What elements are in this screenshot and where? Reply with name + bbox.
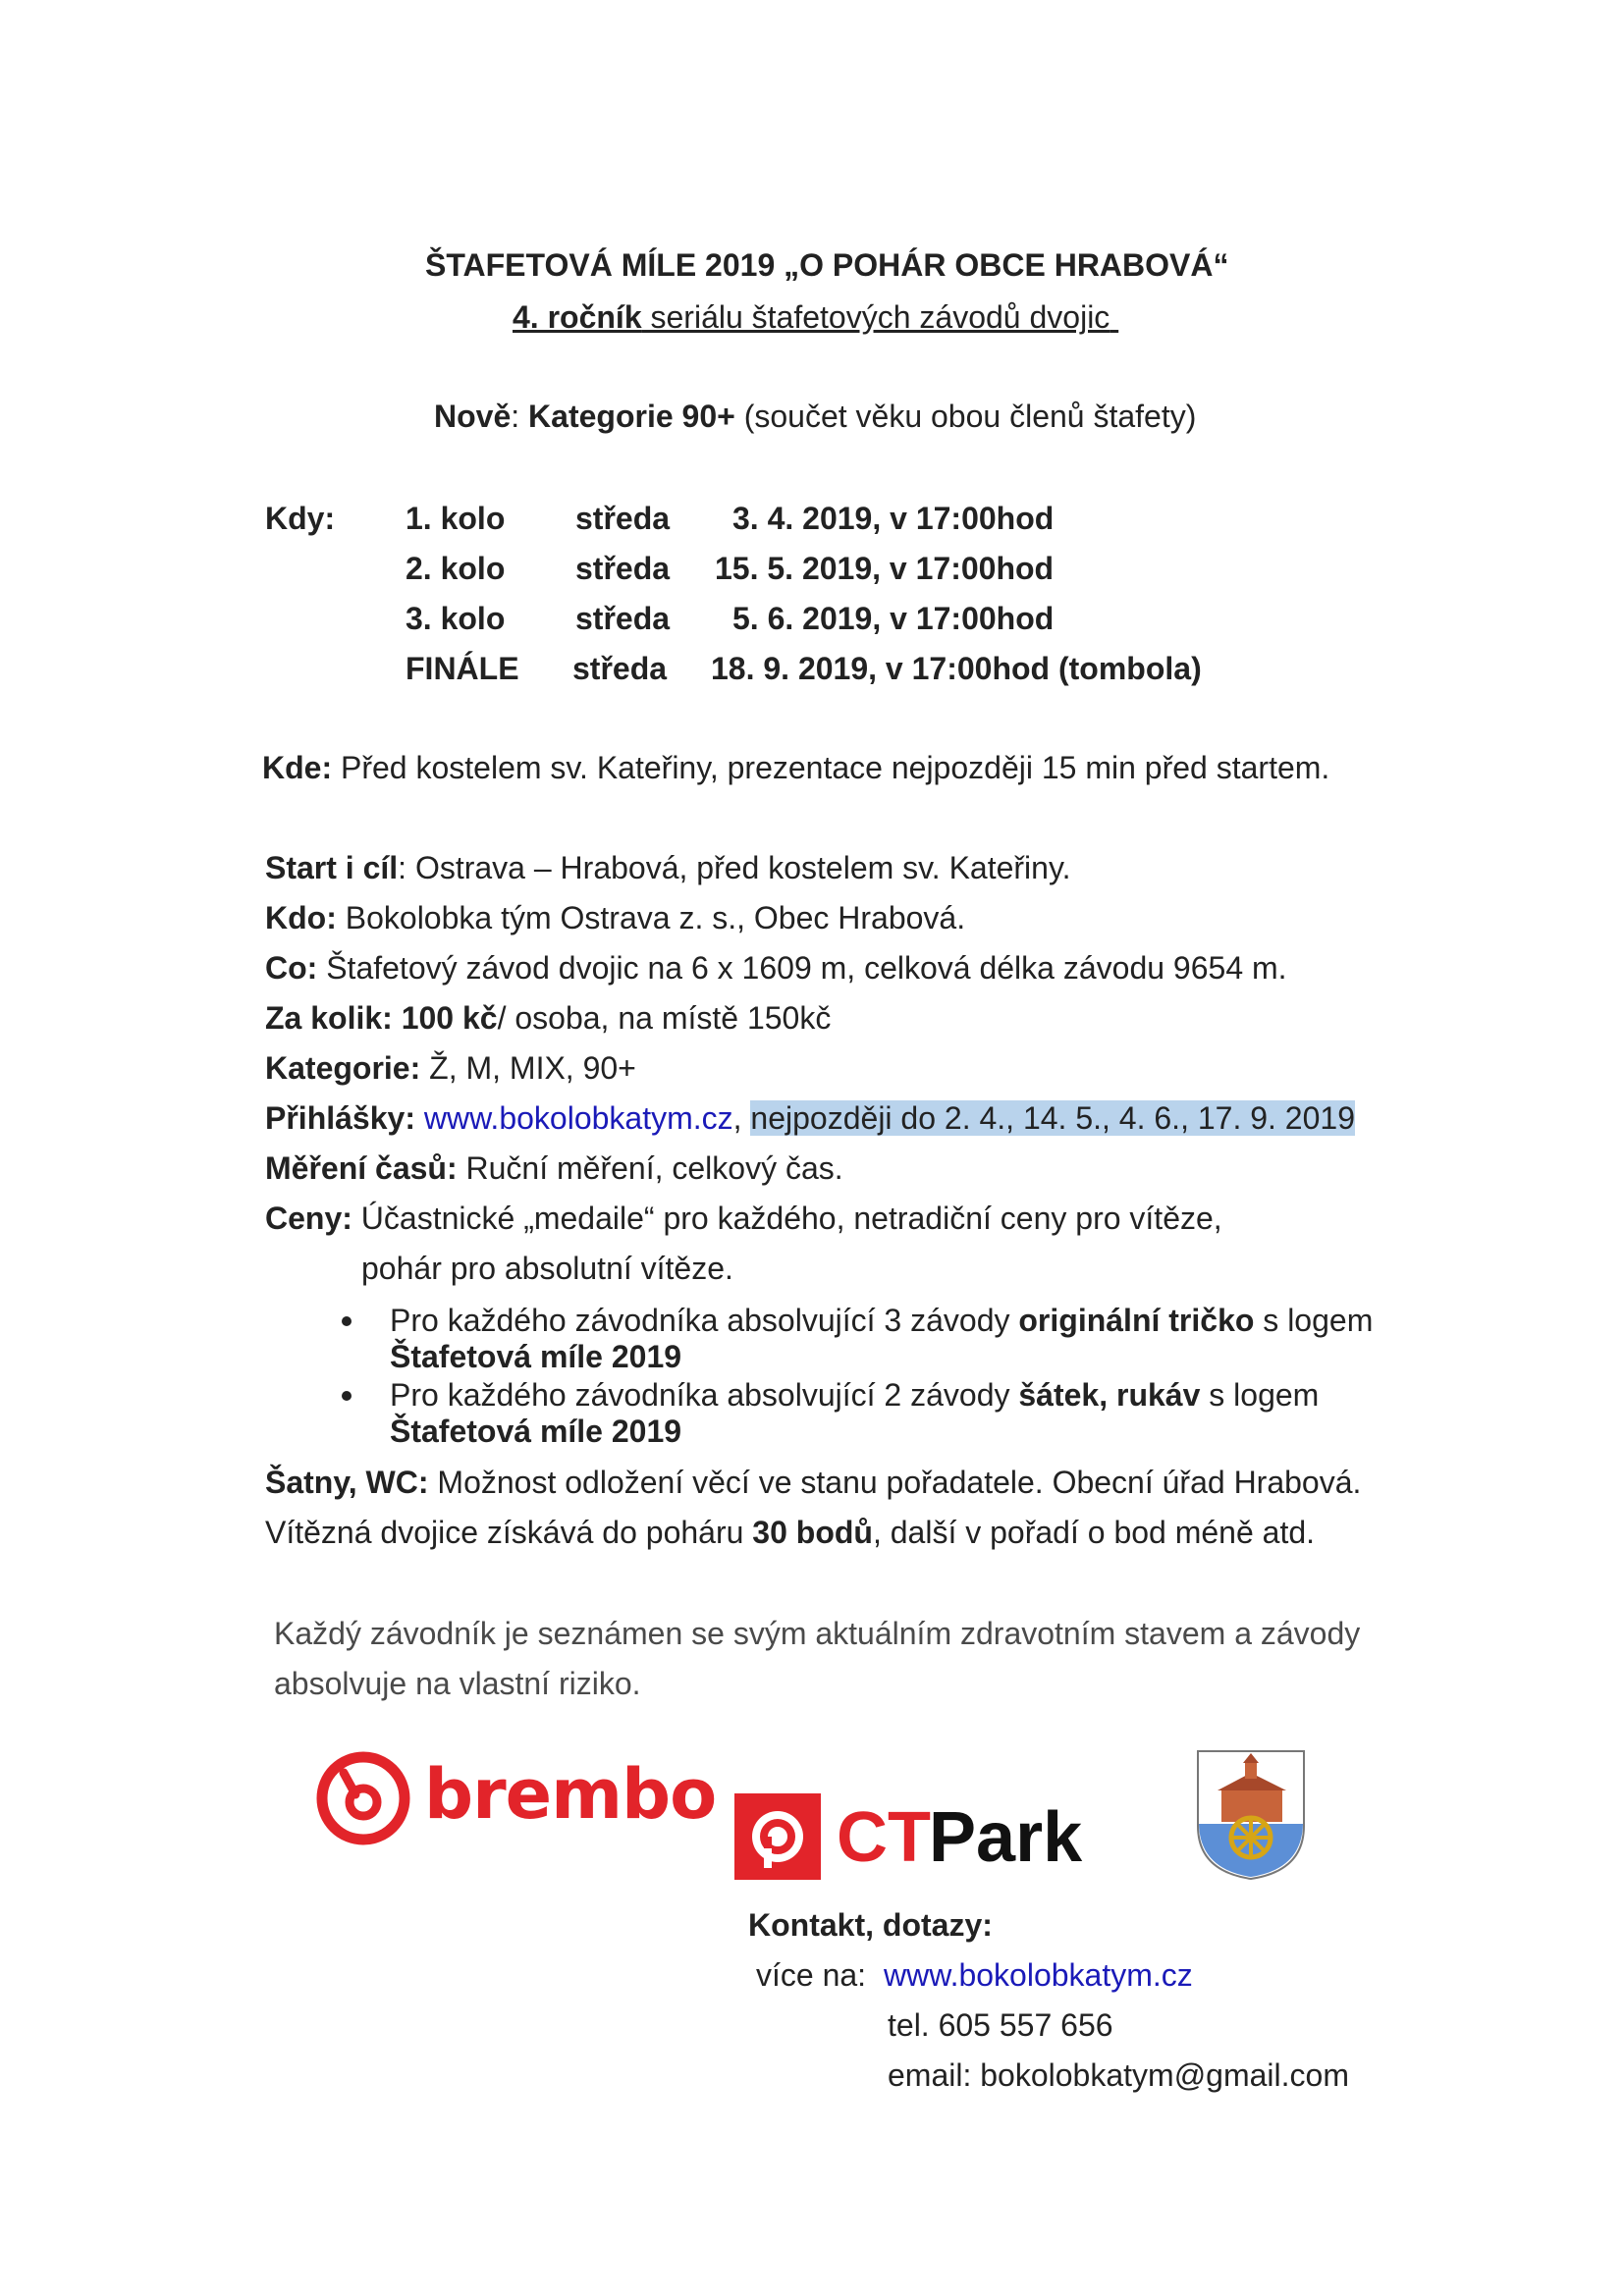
contact-phone: tel. 605 557 656 bbox=[888, 2007, 1113, 2043]
brembo-logo bbox=[316, 1751, 717, 1845]
price-label: Za kolik: bbox=[265, 1000, 393, 1036]
registration-comma: , bbox=[732, 1100, 751, 1136]
ctpark-wordmark-park: Park bbox=[929, 1798, 1083, 1877]
timing-line bbox=[265, 1150, 843, 1187]
ctpark-logo bbox=[734, 1793, 1117, 1884]
prizes-line bbox=[265, 1201, 1222, 1237]
bullet-text-end: s logem bbox=[1200, 1377, 1320, 1413]
schedule-date: 18. 9. 2019, v 17:00hod (tombola) bbox=[711, 651, 1202, 686]
what-label: Co: bbox=[265, 950, 318, 986]
points-text: Vítězná dvojice získává do poháru bbox=[265, 1515, 753, 1550]
schedule-date: 3. 4. 2019, v 17:00hod bbox=[732, 501, 1055, 536]
brembo-wordmark: brembo bbox=[424, 1754, 717, 1835]
category-label: Kategorie: bbox=[265, 1050, 421, 1086]
bullet-item-line2: Štafetová míle 2019 bbox=[390, 1414, 682, 1449]
new-label: Nově bbox=[434, 399, 512, 434]
schedule-round: 3. kolo bbox=[406, 601, 506, 636]
new-note: (součet věku obou členů štafety) bbox=[734, 399, 1197, 434]
prizes-text: Účastnické „medaile“ pro každého, netradiční ceny pro vítěze, bbox=[352, 1201, 1222, 1236]
registration-line bbox=[265, 1100, 1355, 1137]
bullet-bold: šátek, rukáv bbox=[1018, 1377, 1201, 1413]
new-category: Kategorie 90+ bbox=[528, 399, 735, 434]
new-category-line bbox=[434, 399, 1196, 435]
who-label: Kdo: bbox=[265, 900, 337, 935]
page-title: ŠTAFETOVÁ MÍLE 2019 „O POHÁR OBCE HRABOVÁ“ bbox=[425, 247, 1229, 283]
disclaimer-line: Každý závodník je seznámen se svým aktuálním zdravotním stavem a závody bbox=[274, 1616, 1361, 1651]
who-line bbox=[265, 900, 965, 936]
bullet-item bbox=[390, 1303, 1373, 1339]
bullet-text: Pro každého závodníka absolvující 3 závody bbox=[390, 1303, 1019, 1338]
schedule-round: 1. kolo bbox=[406, 501, 506, 536]
brembo-mark-icon bbox=[316, 1751, 410, 1845]
bullet-dot bbox=[342, 1391, 352, 1401]
contact-title: Kontakt, dotazy: bbox=[748, 1907, 993, 1943]
schedule-round: FINÁLE bbox=[406, 651, 519, 686]
price-text: / osoba, na místě 150kč bbox=[497, 1000, 832, 1036]
registration-link[interactable]: www.bokolobkatym.cz bbox=[423, 1100, 733, 1136]
where-text: Před kostelem sv. Kateřiny, prezentace nejpozději 15 min před startem. bbox=[332, 750, 1330, 785]
coat-of-arms-icon bbox=[1194, 1747, 1308, 1883]
wc-line bbox=[265, 1465, 1361, 1501]
bullet-text: Pro každého závodníka absolvující 2 závody bbox=[390, 1377, 1019, 1413]
schedule-date: 5. 6. 2019, v 17:00hod bbox=[732, 601, 1055, 636]
registration-label: Přihlášky: bbox=[265, 1100, 415, 1136]
subtitle-edition: 4. ročník bbox=[513, 299, 642, 335]
subtitle bbox=[513, 299, 1118, 336]
points-text-end: , další v pořadí o bod méně atd. bbox=[872, 1515, 1316, 1550]
what-text: Štafetový závod dvojic na 6 x 1609 m, celková délka závodu 9654 m. bbox=[317, 950, 1287, 986]
start-label: Start i cíl bbox=[265, 850, 399, 885]
start-text: : Ostrava – Hrabová, před kostelem sv. Kateřiny. bbox=[398, 850, 1071, 885]
price-line bbox=[265, 1000, 831, 1037]
timing-label: Měření časů: bbox=[265, 1150, 458, 1186]
prizes-line-2: pohár pro absolutní vítěze. bbox=[361, 1251, 733, 1286]
schedule-round: 2. kolo bbox=[406, 551, 506, 586]
points-line bbox=[265, 1515, 1315, 1551]
contact-more-label: více na: bbox=[756, 1957, 867, 1993]
contact-email: email: bokolobkatym@gmail.com bbox=[888, 2057, 1349, 2093]
wc-text: Možnost odložení věcí ve stanu pořadatele. Obecní úřad Hrabová. bbox=[428, 1465, 1362, 1500]
what-line bbox=[265, 950, 1287, 987]
schedule-day: středa bbox=[575, 601, 671, 636]
schedule-date: 15. 5. 2019, v 17:00hod bbox=[715, 551, 1055, 586]
category-line bbox=[265, 1050, 636, 1087]
bullet-dot bbox=[342, 1316, 352, 1326]
start-line bbox=[265, 850, 1070, 886]
disclaimer-line: absolvuje na vlastní riziko. bbox=[274, 1666, 641, 1701]
hrabova-coat-of-arms bbox=[1194, 1747, 1308, 1883]
subtitle-text: seriálu štafetových závodů dvojic bbox=[641, 299, 1110, 335]
who-text: Bokolobka tým Ostrava z. s., Obec Hrabová. bbox=[336, 900, 966, 935]
registration-deadline: nejpozději do 2. 4., 14. 5., 4. 6., 17. 9. 2019 bbox=[750, 1100, 1355, 1136]
timing-text: Ruční měření, celkový čas. bbox=[457, 1150, 843, 1186]
contact-web-link[interactable]: www.bokolobkatym.cz bbox=[884, 1957, 1193, 1993]
where-label: Kde: bbox=[262, 750, 333, 785]
bullet-bold: originální tričko bbox=[1018, 1303, 1255, 1338]
bullet-item bbox=[390, 1377, 1319, 1414]
schedule-day: středa bbox=[575, 501, 671, 536]
schedule-day: středa bbox=[575, 551, 671, 586]
schedule-label: Kdy: bbox=[265, 501, 336, 536]
bullet-item-line2: Štafetová míle 2019 bbox=[390, 1339, 682, 1374]
new-colon: : bbox=[511, 399, 529, 434]
category-text: Ž, M, MIX, 90+ bbox=[420, 1050, 636, 1086]
ctpark-mark-icon bbox=[734, 1793, 821, 1880]
points-bold: 30 bodů bbox=[752, 1515, 873, 1550]
bullet-text-end: s logem bbox=[1254, 1303, 1374, 1338]
prizes-label: Ceny: bbox=[265, 1201, 352, 1236]
wc-label: Šatny, WC: bbox=[265, 1465, 429, 1500]
price-amount: 100 kč bbox=[392, 1000, 498, 1036]
ctpark-wordmark-ct: CT bbox=[837, 1798, 931, 1877]
schedule-day: středa bbox=[572, 651, 668, 686]
where-line bbox=[262, 750, 1329, 786]
